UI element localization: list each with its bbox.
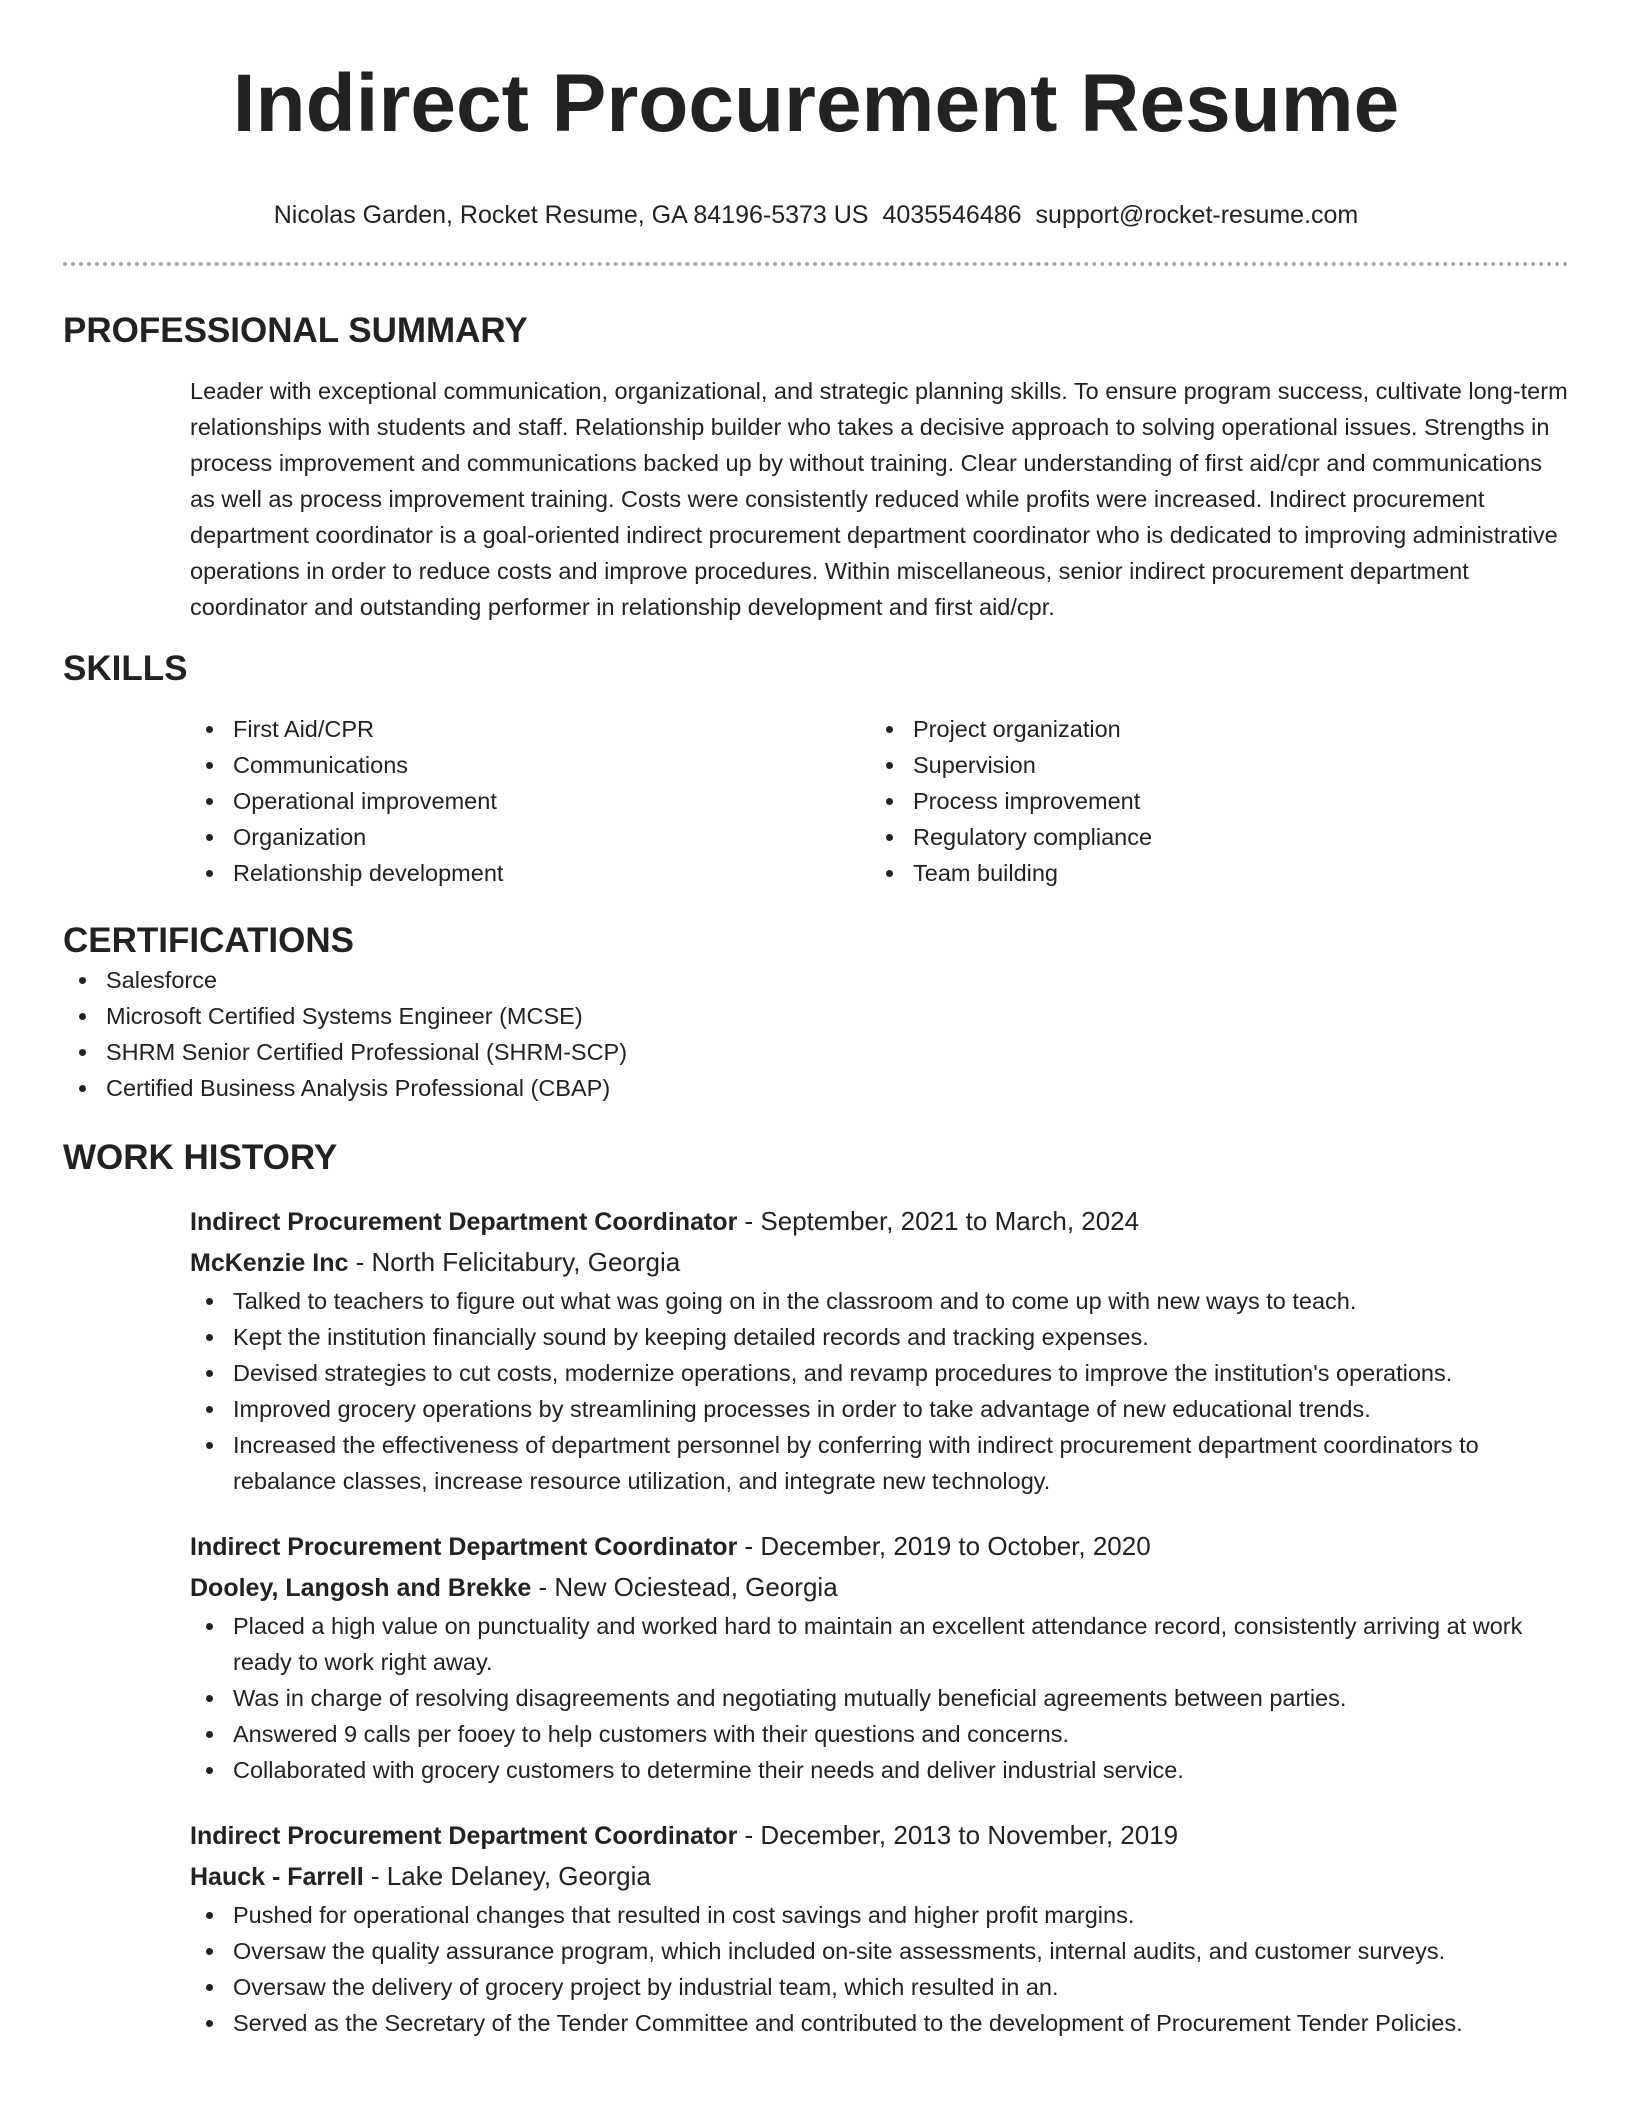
- summary-heading: PROFESSIONAL SUMMARY: [63, 311, 528, 350]
- job-entry: [190, 1815, 1569, 2041]
- job-dates: - December, 2019 to October, 2020: [737, 1531, 1151, 1561]
- job-entry: [190, 1201, 1569, 1499]
- job-company: Hauck - Farrell: [190, 1863, 364, 1891]
- certifications-list: [63, 962, 1569, 1106]
- job-company: Dooley, Langosh and Brekke: [190, 1574, 532, 1602]
- skills-heading: SKILLS: [63, 649, 188, 688]
- certification-item: SHRM Senior Certified Professional (SHRM-SCP): [63, 1034, 1569, 1070]
- job-bullet: Kept the institution financially sound by keeping detailed records and tracking expenses.: [190, 1319, 1569, 1355]
- job-location: - New Ociestead, Georgia: [531, 1572, 838, 1602]
- skill-item: Communications: [190, 747, 870, 783]
- job-title: Indirect Procurement Department Coordinator: [190, 1208, 738, 1236]
- job-title-line: [190, 1815, 1569, 1856]
- skill-item: Relationship development: [190, 855, 870, 891]
- job-bullet: Collaborated with grocery customers to determine their needs and deliver industrial service.: [190, 1752, 1569, 1788]
- skills-column-right: [870, 711, 1550, 891]
- job-bullet: Served as the Secretary of the Tender Committee and contributed to the development of Procurement Tender Policies.: [190, 2005, 1569, 2041]
- skill-item: Regulatory compliance: [870, 819, 1550, 855]
- job-dates: - September, 2021 to March, 2024: [737, 1206, 1140, 1236]
- job-bullet: Talked to teachers to figure out what was going on in the classroom and to come up with new ways to teach.: [190, 1283, 1569, 1319]
- job-company: McKenzie Inc: [190, 1249, 349, 1277]
- skills-column-left: [190, 711, 870, 891]
- contact-email[interactable]: support@rocket-resume.com: [1035, 201, 1359, 229]
- certification-item: Salesforce: [63, 962, 1569, 998]
- job-title: Indirect Procurement Department Coordinator: [190, 1533, 738, 1561]
- job-bullets: [190, 1283, 1569, 1499]
- work-history-heading: WORK HISTORY: [63, 1138, 338, 1177]
- job-title: Indirect Procurement Department Coordinator: [190, 1822, 738, 1850]
- job-bullet: Devised strategies to cut costs, modernize operations, and revamp procedures to improve the institution's operations.: [190, 1355, 1569, 1391]
- job-bullet: Increased the effectiveness of department personnel by conferring with indirect procurement department coordinators to rebalance classes, increase resource utilization, and integrate new technology.: [190, 1427, 1569, 1499]
- skill-item: First Aid/CPR: [190, 711, 870, 747]
- certification-item: Certified Business Analysis Professional (CBAP): [63, 1070, 1569, 1106]
- certification-item: Microsoft Certified Systems Engineer (MCSE): [63, 998, 1569, 1034]
- job-bullet: Placed a high value on punctuality and worked hard to maintain an excellent attendance record, consistently arriving at work ready to work right away.: [190, 1608, 1569, 1680]
- skill-item: Team building: [870, 855, 1550, 891]
- skill-item: Supervision: [870, 747, 1550, 783]
- job-company-line: [190, 1567, 1569, 1608]
- skill-item: Process improvement: [870, 783, 1550, 819]
- skill-item: Operational improvement: [190, 783, 870, 819]
- contact-address: Nicolas Garden, Rocket Resume, GA 84196-5373 US: [273, 201, 869, 229]
- summary-text: Leader with exceptional communication, organizational, and strategic planning skills. To ensure program success, cultivate long-term relationships with students and staff. Relationship builder who takes a decisive approach to solving operational issues. Strengths in process improvement and communications backed up by without training. Clear understanding of first aid/cpr and communications as well as process improvement training. Costs were consistently reduced while profits were increased. Indirect procurement department coordinator is a goal-oriented indirect procurement department coordinator who is dedicated to improving administrative operations in order to reduce costs and improve procedures. Within miscellaneous, senior indirect procurement department coordinator and outstanding performer in relationship development and first aid/cpr.: [190, 378, 1568, 620]
- job-title-line: [190, 1526, 1569, 1567]
- header-divider: [63, 262, 1569, 266]
- job-bullet: Pushed for operational changes that resulted in cost savings and higher profit margins.: [190, 1897, 1569, 1933]
- job-title-line: [190, 1201, 1569, 1242]
- job-bullets: [190, 1897, 1569, 2041]
- job-location: - North Felicitabury, Georgia: [348, 1247, 681, 1277]
- job-location: - Lake Delaney, Georgia: [363, 1861, 651, 1891]
- job-bullet: Oversaw the delivery of grocery project by industrial team, which resulted in an.: [190, 1969, 1569, 2005]
- certifications-heading: CERTIFICATIONS: [63, 921, 355, 960]
- contact-line: [63, 200, 1569, 230]
- job-bullet: Improved grocery operations by streamlining processes in order to take advantage of new educational trends.: [190, 1391, 1569, 1427]
- skill-item: Organization: [190, 819, 870, 855]
- job-entry: [190, 1526, 1569, 1788]
- job-bullet: Oversaw the quality assurance program, which included on-site assessments, internal audits, and customer surveys.: [190, 1933, 1569, 1969]
- page-title: Indirect Procurement Resume: [232, 58, 1400, 149]
- job-company-line: [190, 1856, 1569, 1897]
- contact-phone: 4035546486: [882, 201, 1022, 229]
- skills-list: [190, 711, 1569, 891]
- job-bullets: [190, 1608, 1569, 1788]
- resume-page: [63, 0, 1569, 2112]
- job-dates: - December, 2013 to November, 2019: [737, 1820, 1179, 1850]
- job-bullet: Answered 9 calls per fooey to help customers with their questions and concerns.: [190, 1716, 1569, 1752]
- skill-item: Project organization: [870, 711, 1550, 747]
- job-bullet: Was in charge of resolving disagreements and negotiating mutually beneficial agreements between parties.: [190, 1680, 1569, 1716]
- job-company-line: [190, 1242, 1569, 1283]
